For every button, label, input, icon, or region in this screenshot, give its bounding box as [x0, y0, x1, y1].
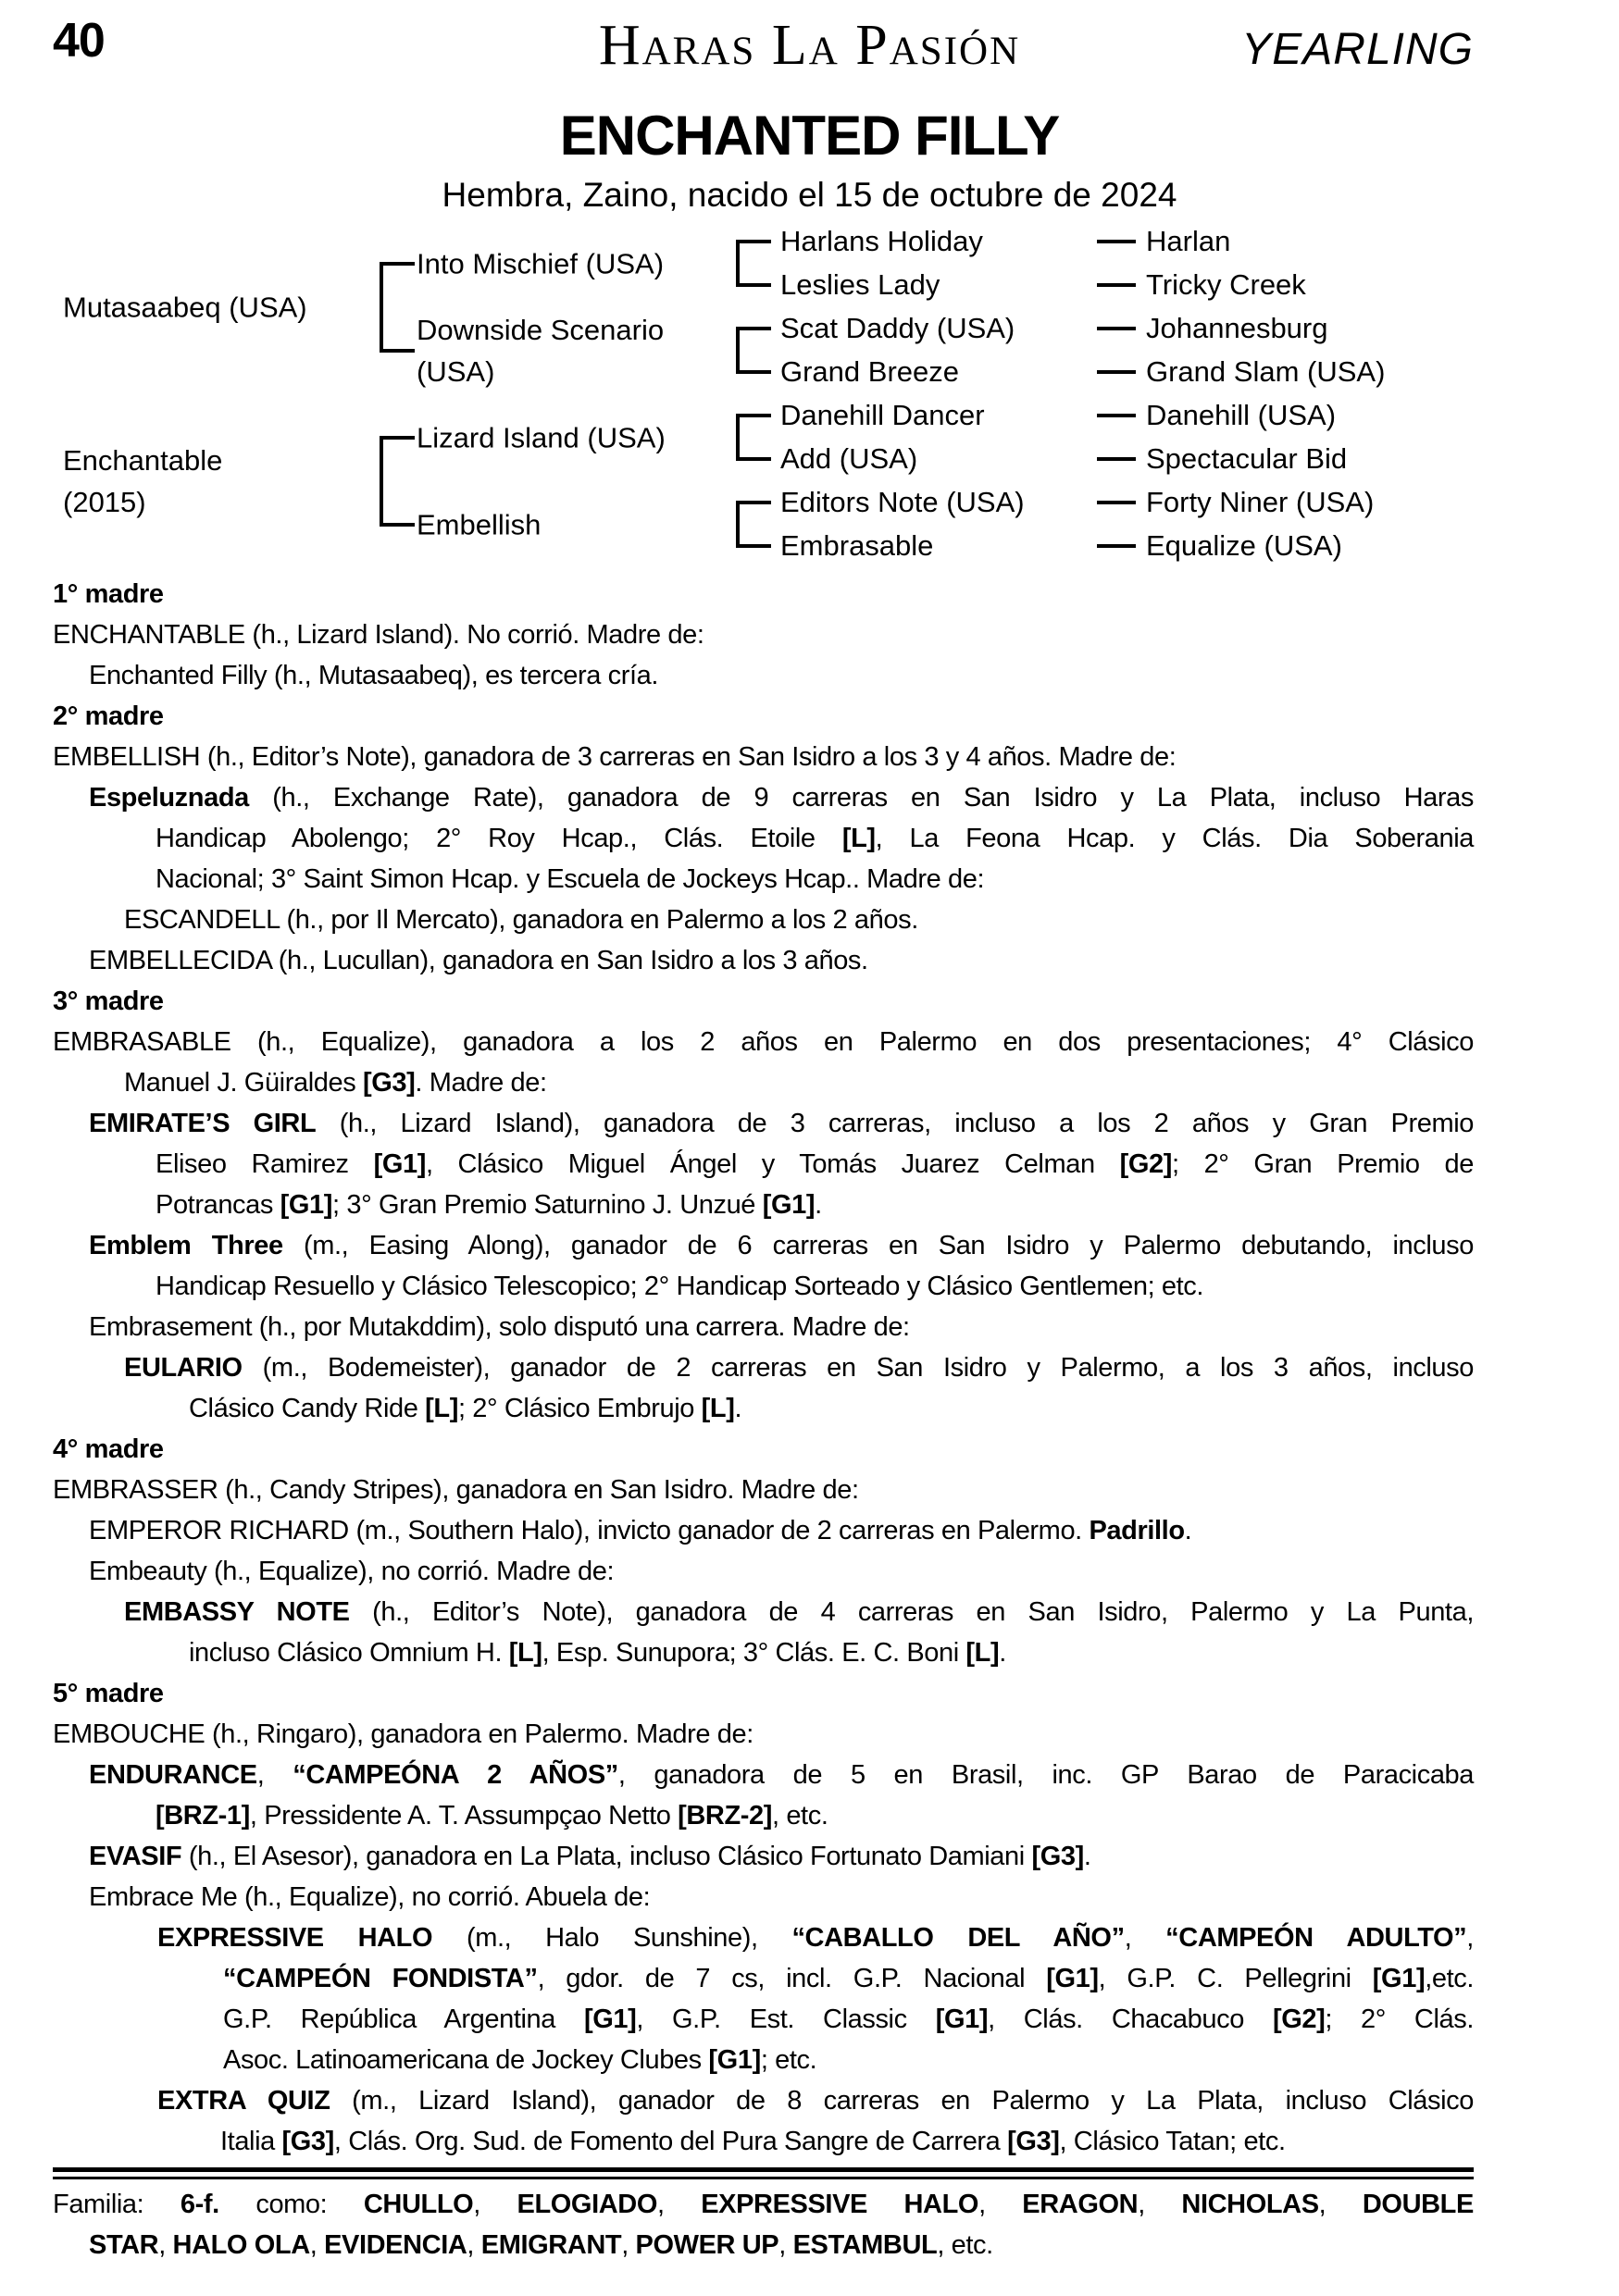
- text-line: 1° madre: [53, 579, 164, 609]
- pedigree-dash: [1097, 370, 1136, 374]
- text-line: EMIRATE’S GIRL (h., Lizard Island), ganadora de 3 carreras, incluso a los 2 años y Gran Premio: [89, 1109, 1474, 1138]
- text-line: EVASIF (h., El Asesor), ganadora en La Plata, incluso Clásico Fortunato Damiani [G3].: [89, 1842, 1091, 1871]
- text-line: Embrasement (h., por Mutakddim), solo disputó una carrera. Madre de:: [89, 1312, 910, 1342]
- text-line: EMBRASABLE (h., Equalize), ganadora a los 2 años en Palermo en dos presentaciones; 4° Clásico: [53, 1027, 1474, 1057]
- pedigree-dam-name: Leslies Lady: [780, 268, 940, 301]
- pedigree-bracket: [736, 240, 771, 287]
- text-line: EMBASSY NOTE (h., Editor’s Note), ganadora de 4 carreras en San Isidro, Palermo y La Punta,: [124, 1597, 1474, 1627]
- text-line: EMBOUCHE (h., Ringaro), ganadora en Palermo. Madre de:: [53, 1719, 753, 1749]
- pedigree-dam-name: Editors Note (USA): [780, 486, 1025, 518]
- pedigree-dash: [1097, 283, 1136, 287]
- text-line: Asoc. Latinoamericana de Jockey Clubes [G1]; etc.: [223, 2045, 817, 2075]
- text-line: Handicap Abolengo; 2° Roy Hcap., Clás. Etoile [L], La Feona Hcap. y Clás. Dia Soberania: [156, 824, 1474, 853]
- pedigree-parent-name: Into Mischief (USA): [417, 247, 665, 279]
- pedigree-parent-name: Downside Scenario (USA): [417, 313, 665, 388]
- pedigree-sire-name: Danehill (USA): [1146, 399, 1337, 431]
- family-note: [53, 2184, 1474, 2265]
- pedigree-dash: [1097, 240, 1136, 243]
- pedigree-sire-name: Equalize (USA): [1146, 529, 1342, 562]
- text-line: EXTRA QUIZ (m., Lizard Island), ganador de 8 carreras en Palermo y La Plata, incluso Clásico: [157, 2086, 1474, 2116]
- text-line: 5° madre: [53, 1679, 164, 1708]
- text-line: STAR, HALO OLA, EVIDENCIA, EMIGRANT, POWER UP, ESTAMBUL, etc.: [89, 2230, 993, 2260]
- pedigree-sire-name: Grand Slam (USA): [1146, 355, 1386, 388]
- text-line: ESCANDELL (h., por Il Mercato), ganadora en Palermo a los 2 años.: [124, 905, 918, 935]
- pedigree-dam-name: Embrasable: [780, 529, 934, 562]
- text-line: Espeluznada (h., Exchange Rate), ganadora de 9 carreras en San Isidro y La Plata, incluso Haras: [89, 783, 1474, 813]
- pedigree-parent-name: Mutasaabeq (USA): [63, 291, 307, 323]
- pedigree-dash: [1097, 457, 1136, 461]
- text-line: Embrace Me (h., Equalize), no corrió. Abuela de:: [89, 1882, 651, 1912]
- text-line: Familia: 6-f. como: CHULLO, ELOGIADO, EXPRESSIVE HALO, ERAGON, NICHOLAS, DOUBLE: [53, 2190, 1474, 2219]
- text-line: Eliseo Ramirez [G1], Clásico Miguel Ángel y Tomás Juarez Celman [G2]; 2° Gran Premio de: [156, 1149, 1475, 1179]
- horse-details: Hembra, Zaino, nacido el 15 de octubre de 2024: [442, 176, 1177, 214]
- pedigree-bracket: [736, 501, 771, 548]
- text-line: Italia [G3], Clás. Org. Sud. de Fomento del Pura Sangre de Carrera [G3], Clásico Tatan; etc.: [220, 2127, 1286, 2156]
- text-line: EMBELLISH (h., Editor’s Note), ganadora de 3 carreras en San Isidro a los 3 y 4 años. Madre de:: [53, 742, 1177, 772]
- pedigree-dash: [1097, 501, 1136, 504]
- text-line: Enchanted Filly (h., Mutasaabeq), es tercera cría.: [89, 661, 659, 690]
- section-label: YEARLING: [1241, 25, 1474, 74]
- pedigree-dash: [1097, 327, 1136, 330]
- text-line: ENDURANCE, “CAMPEÓNA 2 AÑOS”, ganadora de 5 en Brasil, inc. GP Barao de Paracicaba: [89, 1760, 1474, 1790]
- pedigree-parent-name: Lizard Island (USA): [417, 421, 666, 453]
- pedigree-dash: [1097, 414, 1136, 417]
- horse-name: ENCHANTED FILLY: [559, 105, 1060, 167]
- pedigree-bracket: [736, 414, 771, 461]
- text-line: “CAMPEÓN FONDISTA”, gdor. de 7 cs, incl. G.P. Nacional [G1], G.P. C. Pellegrini [G1],etc.: [223, 1964, 1475, 1993]
- text-line: Handicap Resuello y Clásico Telescopico; 2° Handicap Sorteado y Clásico Gentlemen; etc.: [156, 1272, 1204, 1301]
- pedigree-sire-name: Johannesburg: [1146, 312, 1328, 344]
- text-line: Manuel J. Güiraldes [G3]. Madre de:: [124, 1068, 547, 1098]
- produce-record: [53, 574, 1474, 2265]
- text-line: Embeauty (h., Equalize), no corrió. Madre de:: [89, 1557, 615, 1586]
- text-line: ENCHANTABLE (h., Lizard Island). No corrió. Madre de:: [53, 620, 704, 650]
- pedigree-dam-name: Scat Daddy (USA): [780, 312, 1015, 344]
- text-line: G.P. República Argentina [G1], G.P. Est. Classic [G1], Clás. Chacabuco [G2]; 2° Clás.: [223, 2004, 1474, 2034]
- text-line: EMPEROR RICHARD (m., Southern Halo), invicto ganador de 2 carreras en Palermo. Padrillo.: [89, 1516, 1192, 1545]
- page-number: 40: [53, 14, 105, 68]
- pedigree-sire-name: Spectacular Bid: [1146, 442, 1348, 475]
- pedigree-parent-name: Enchantable (2015): [63, 443, 223, 518]
- text-line: Potrancas [G1]; 3° Gran Premio Saturnino J. Unzué [G1].: [156, 1190, 822, 1220]
- text-line: Clásico Candy Ride [L]; 2° Clásico Embrujo [L].: [189, 1394, 742, 1423]
- pedigree-bracket: [736, 327, 771, 374]
- pedigree-dam-name: Add (USA): [780, 442, 918, 475]
- pedigree-parent-name: Embellish: [417, 508, 542, 540]
- text-line: [BRZ-1], Pressidente A. T. Assumpçao Netto [BRZ-2], etc.: [156, 1801, 828, 1831]
- pedigree-dash: [1097, 544, 1136, 548]
- text-line: Nacional; 3° Saint Simon Hcap. y Escuela de Jockeys Hcap.. Madre de:: [156, 864, 985, 894]
- separator-double-rule: [53, 2167, 1474, 2179]
- pedigree-dam-name: Grand Breeze: [780, 355, 959, 388]
- publication-title: Haras La Pasión: [598, 14, 1021, 77]
- pedigree-sire-name: Harlan: [1146, 225, 1231, 257]
- pedigree-dam-name: Danehill Dancer: [780, 399, 985, 431]
- text-line: EMBRASSER (h., Candy Stripes), ganadora en San Isidro. Madre de:: [53, 1475, 859, 1505]
- text-line: EULARIO (m., Bodemeister), ganador de 2 carreras en San Isidro y Palermo, a los 3 años, incluso: [124, 1353, 1474, 1383]
- pedigree-sire-name: Tricky Creek: [1146, 268, 1306, 301]
- pedigree-sire-name: Forty Niner (USA): [1146, 486, 1375, 518]
- pedigree-bracket: [380, 436, 415, 527]
- pedigree-bracket: [380, 262, 415, 353]
- text-line: EXPRESSIVE HALO (m., Halo Sunshine), “CABALLO DEL AÑO”, “CAMPEÓN ADULTO”,: [157, 1923, 1474, 1953]
- text-line: 4° madre: [53, 1434, 164, 1464]
- text-line: incluso Clásico Omnium H. [L], Esp. Sunupora; 3° Clás. E. C. Boni [L].: [189, 1638, 1006, 1668]
- text-line: EMBELLECIDA (h., Lucullan), ganadora en San Isidro a los 3 años.: [89, 946, 868, 975]
- text-line: 2° madre: [53, 701, 164, 731]
- text-line: 3° madre: [53, 987, 164, 1016]
- text-line: Emblem Three (m., Easing Along), ganador de 6 carreras en San Isidro y Palermo debutando, incluso: [89, 1231, 1474, 1260]
- produce-record-lines: [53, 574, 1474, 2162]
- pedigree-dam-name: Harlans Holiday: [780, 225, 983, 257]
